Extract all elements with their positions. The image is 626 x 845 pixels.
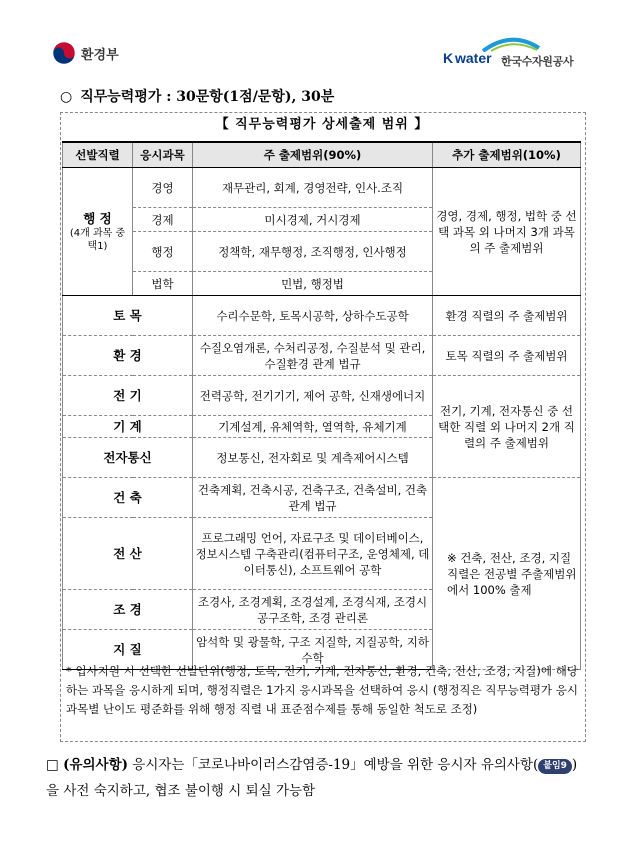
notice-box-bullet: □ xyxy=(46,757,59,773)
table-row xyxy=(63,296,581,336)
scope-cell: 수질오염개론, 수처리공정, 수질분석 및 관리, 수질환경 관계 법규 xyxy=(193,336,433,376)
taegeuk-emblem-icon xyxy=(52,41,76,65)
scope-cell: 기계설계, 유체역학, 열역학, 유체기계 xyxy=(193,416,433,438)
ministry-name: 환경부 xyxy=(81,47,119,63)
scope-cell: 암석학 및 광물학, 구조 지질학, 지질공학, 지하수학 xyxy=(193,630,433,670)
section-text: 직무능력평가 : 30문항(1점/문항), 30분 xyxy=(80,89,335,105)
scope-cell: 프로그래밍 언어, 자료구조 및 데이터베이스, 정보시스템 구축관리(컴퓨터구조, 운영체제, 데이터통신), 소프트웨어 공학 xyxy=(193,518,433,590)
kwater-water: water xyxy=(455,50,492,66)
table-row xyxy=(63,336,581,376)
scope-cell: 민법, 행정법 xyxy=(193,272,433,296)
notice-text-1: 응시자는「코로나바이러스감염증-19」예방을 위한 응시자 유의사항( xyxy=(128,757,539,773)
extra-cell: 환경 직렬의 주 출제범위 xyxy=(433,296,581,336)
col-header-subject: 응시과목 xyxy=(133,142,193,168)
scope-cell: 정보통신, 전자회로 및 계측제어시스템 xyxy=(193,438,433,478)
kwater-org-name: 한국수자원공사 xyxy=(501,55,574,68)
position-cell: 토 목 xyxy=(63,296,193,336)
extra-cell: 토목 직렬의 주 출제범위 xyxy=(433,336,581,376)
col-header-position: 선발직렬 xyxy=(63,142,133,168)
subject-cell: 법학 xyxy=(133,272,193,296)
section-heading xyxy=(60,86,334,106)
scope-cell: 조경사, 조경계획, 조경설계, 조경식재, 조경시공구조학, 조경 관리론 xyxy=(193,590,433,630)
circle-bullet: ○ xyxy=(60,89,73,105)
subject-cell: 행정 xyxy=(133,232,193,272)
scope-cell: 정책학, 재무행정, 조직행정, 인사행정 xyxy=(193,232,433,272)
kwater-logo xyxy=(443,36,593,70)
admin-group-name: 행 정 xyxy=(83,210,112,226)
kwater-k: K xyxy=(443,50,454,66)
scope-table xyxy=(62,141,581,670)
group-note-cell: ※ 건축, 전산, 조경, 지질 직렬은 전공별 주출제범위에서 100% 출제 xyxy=(433,478,581,670)
position-cell: 전 산 xyxy=(63,518,193,590)
notice-text-2: )을 사전 숙지하고, 협조 불이행 시 퇴실 가능함 xyxy=(46,757,578,799)
position-cell: 지 질 xyxy=(63,630,193,670)
table-row xyxy=(63,478,581,518)
eme-extra-cell: 전기, 기계, 전자통신 중 선택한 직렬 외 나머지 2개 직렬의 주 출제범위 xyxy=(433,376,581,478)
admin-group-cell xyxy=(63,168,133,296)
scope-cell: 전력공학, 전기기기, 제어 공학, 신재생에너지 xyxy=(193,376,433,416)
subject-cell: 경영 xyxy=(133,168,193,208)
notice xyxy=(46,752,590,804)
position-cell: 기 계 xyxy=(63,416,193,438)
position-cell: 전자통신 xyxy=(63,438,193,478)
notice-label: (유의사항) xyxy=(63,757,129,773)
scope-box-title: 【 직무능력평가 상세출제 범위 】 xyxy=(215,117,429,132)
table-header-row xyxy=(63,142,581,168)
ministry-logo xyxy=(52,40,119,66)
position-cell: 환 경 xyxy=(63,336,193,376)
subject-cell: 경제 xyxy=(133,208,193,232)
admin-extra-cell: 경영, 경제, 행정, 법학 중 선택 과목 외 나머지 3개 과목의 주 출제범위 xyxy=(433,168,581,296)
scope-cell: 재무관리, 회계, 경영전략, 인사.조직 xyxy=(193,168,433,208)
col-header-main-scope: 주 출제범위(90%) xyxy=(193,142,433,168)
col-header-extra-scope: 추가 출제범위(10%) xyxy=(433,142,581,168)
footnote: * 입사지원 시 선택한 선발단위(행정, 토목, 전기, 기계, 전자통신, 환경, 건축, 전산, 조경, 지질)에 해당하는 과목을 응시하게 되며, 행정직렬은 1가지 응시과목을 선택하여 응시 (행정직은 직무능력평가 응시과목별 난이도 평준화를 위해 행정 직렬 내 표준점수제를 통해 동일한 척도로 조정) xyxy=(66,664,578,716)
scope-cell: 수리수문학, 토목시공학, 상하수도공학 xyxy=(193,296,433,336)
position-cell: 조 경 xyxy=(63,590,193,630)
position-cell: 건 축 xyxy=(63,478,193,518)
page-header xyxy=(0,0,626,80)
scope-cell: 미시경제, 거시경제 xyxy=(193,208,433,232)
attachment-badge: 붙임9 xyxy=(538,759,572,774)
scope-cell: 건축계획, 건축시공, 건축구조, 건축설비, 건축 관계 법규 xyxy=(193,478,433,518)
position-cell: 전 기 xyxy=(63,376,193,416)
table-row xyxy=(63,376,581,416)
table-row xyxy=(63,168,581,208)
admin-group-note: (4개 과목 중 택1) xyxy=(69,227,126,252)
